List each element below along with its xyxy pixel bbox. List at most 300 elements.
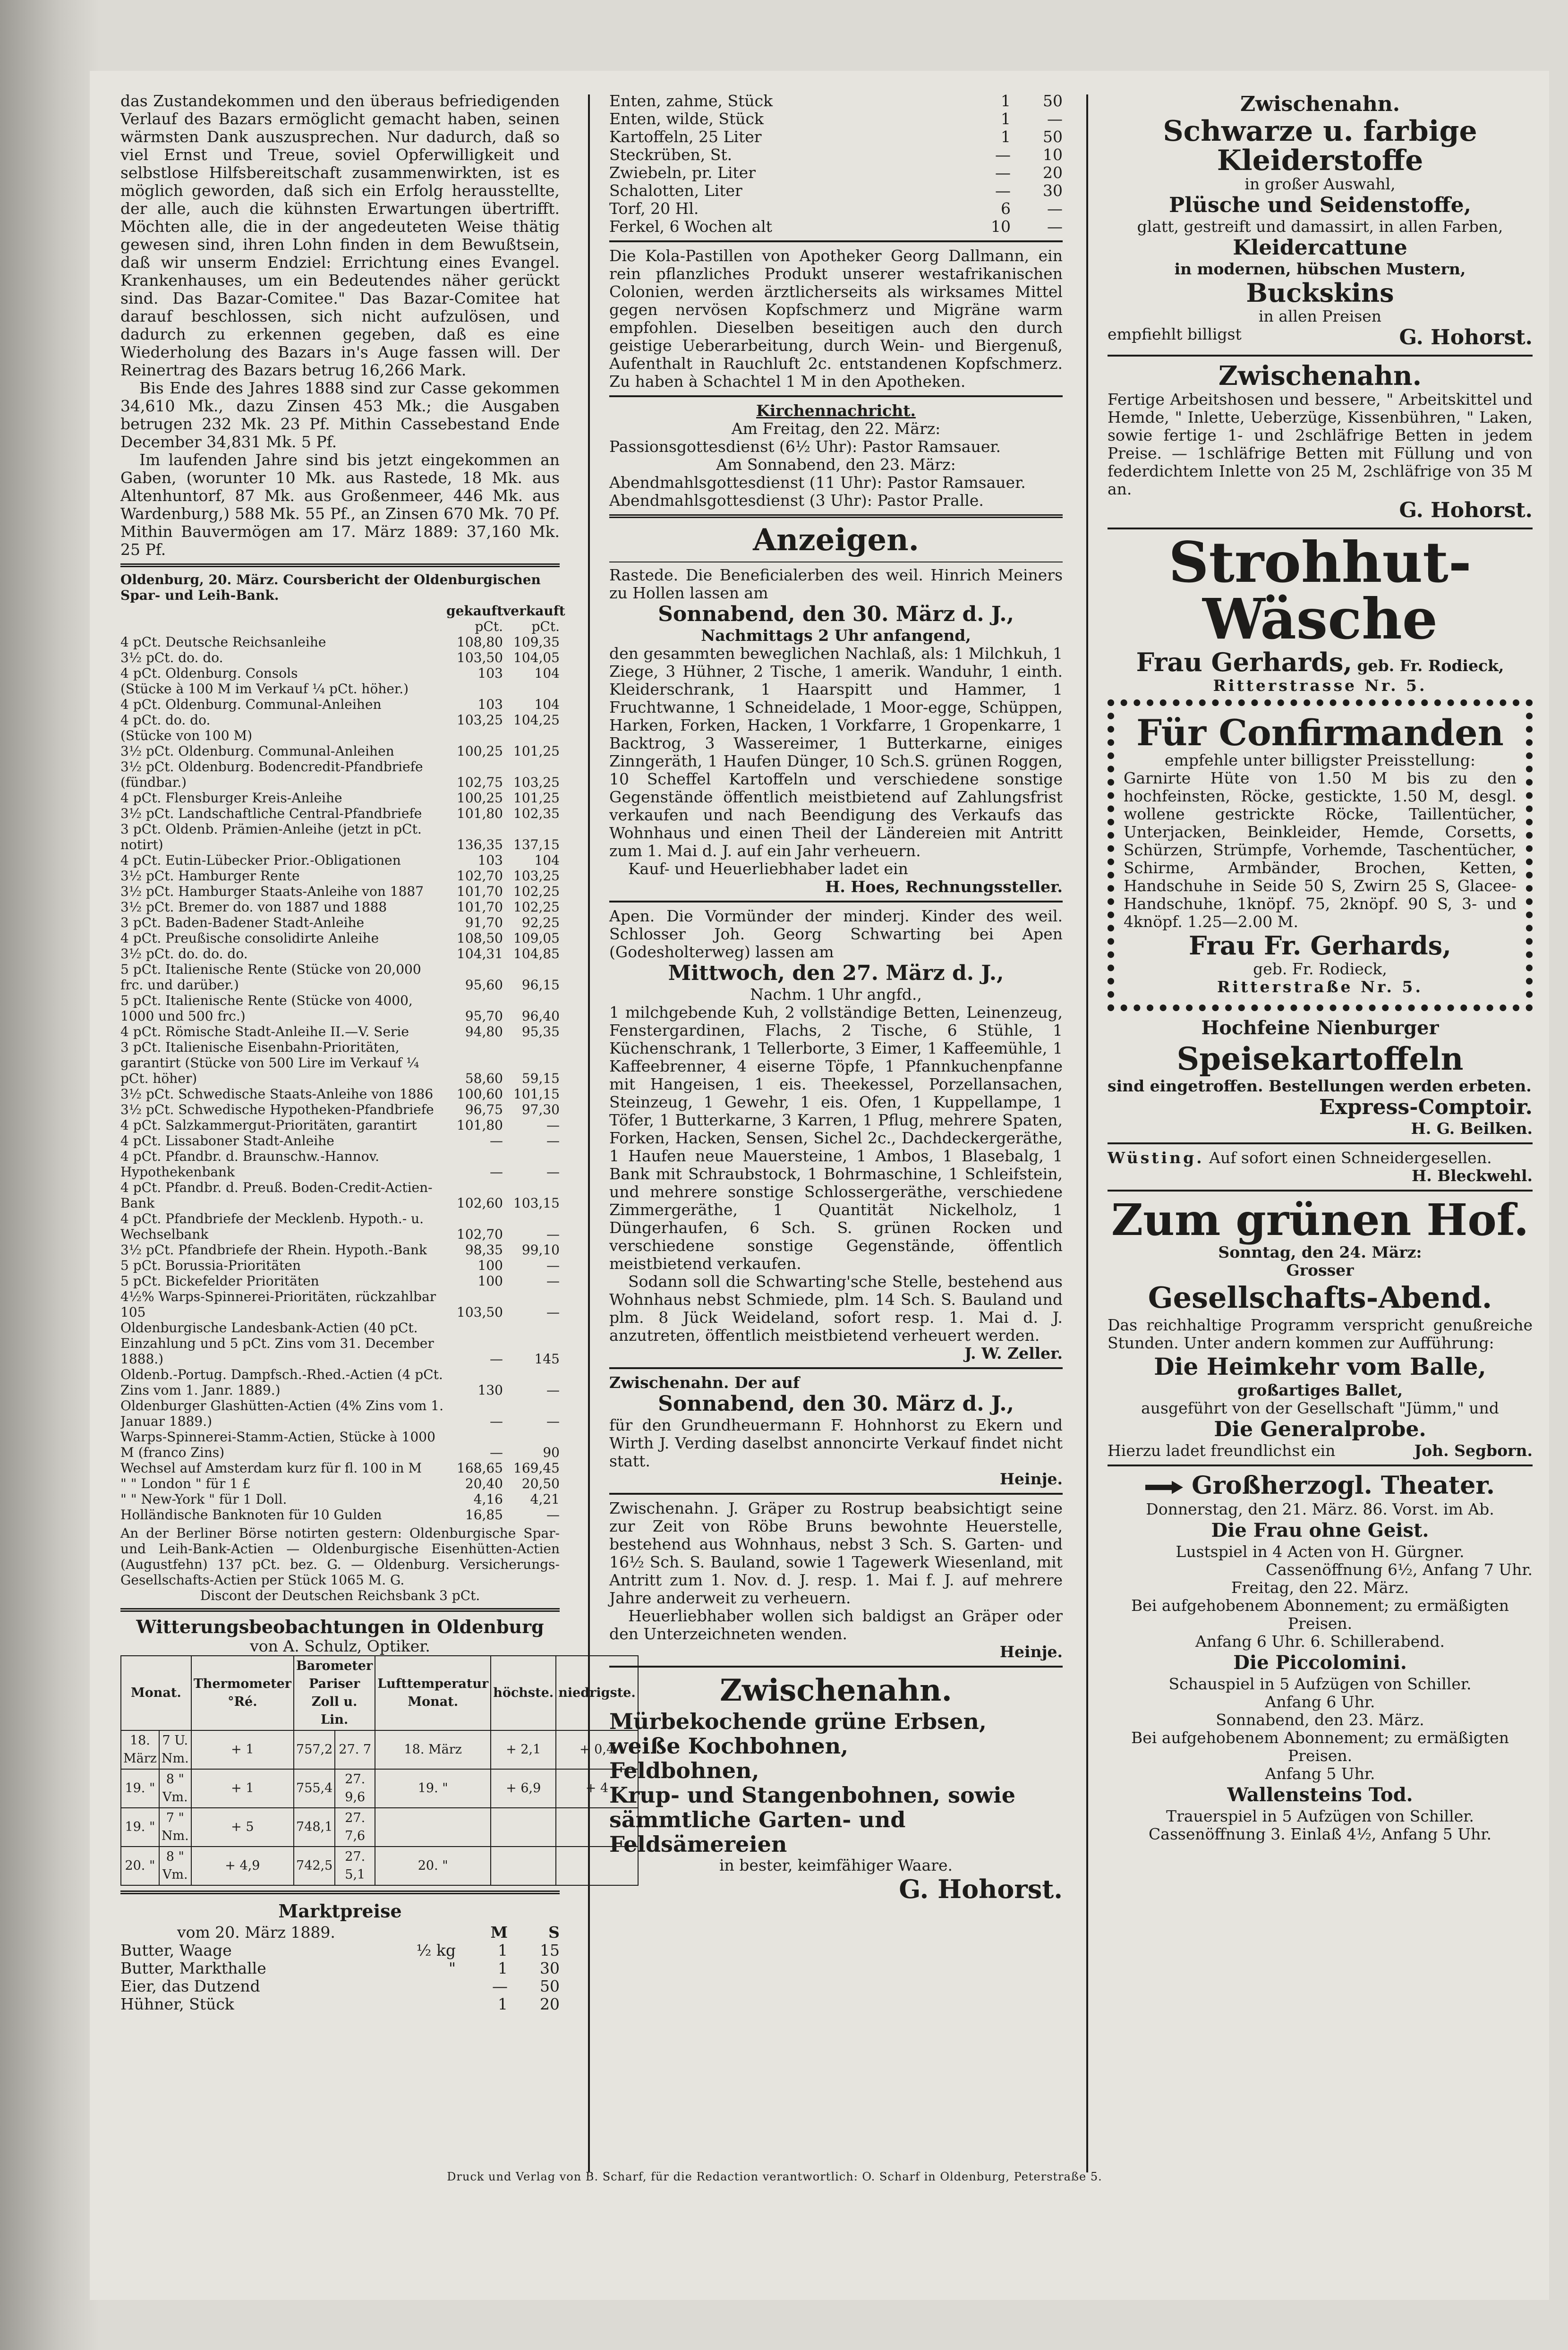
inn-ad-line: Grosser xyxy=(1286,1261,1354,1279)
auction-apen-date: Mittwoch, den 27. März d. J., xyxy=(668,961,1004,985)
potato-ad-title: Speisekartoffeln xyxy=(1176,1040,1464,1077)
weather-row xyxy=(121,1847,638,1885)
market-row-value: 10 xyxy=(991,217,1011,236)
potato-ad-text: sind eingetroffen. Bestellungen werden erbeten. xyxy=(1108,1077,1532,1095)
exchange-sold: — xyxy=(546,1273,560,1289)
exchange-row xyxy=(120,899,560,915)
exchange-sold: 104 xyxy=(534,665,560,681)
divider xyxy=(609,1493,1063,1495)
theatre-line: Trauerspiel in 5 Aufzügen von Schiller. xyxy=(1166,1807,1474,1825)
exchange-sold: 109,05 xyxy=(513,930,560,946)
market-row xyxy=(609,128,1063,146)
exchange-sold: — xyxy=(546,1258,560,1273)
exchange-row xyxy=(120,1476,560,1491)
exchange-security: 4 pCt. Lissaboner Stadt-Anleihe xyxy=(120,1133,334,1149)
exchange-security: 4 pCt. Pfandbr. d. Preuß. Boden-Credit-Actien-Bank xyxy=(120,1180,433,1211)
market-row-label: Butter, Waage xyxy=(120,1941,232,1959)
weather-cell: 18. März xyxy=(121,1730,159,1769)
inn-ad-piece: Die Heimkehr vom Balle, xyxy=(1154,1353,1486,1380)
exchange-sold: — xyxy=(546,1304,560,1320)
exchange-bought: 101,70 xyxy=(457,899,503,915)
exchange-security: 4 pCt. Salzkammergut-Prioritäten, garantirt xyxy=(120,1117,417,1133)
exchange-header xyxy=(120,572,560,603)
exchange-bought: 100 xyxy=(477,1273,503,1289)
seeds-ad-lines xyxy=(609,1709,1063,1856)
exchange-bought: 101,80 xyxy=(457,1117,503,1133)
confirmation-ad xyxy=(1108,699,1533,1011)
auction-apen-time: Nachm. 1 Uhr angfd., xyxy=(750,985,922,1004)
church-line: Am Sonnabend, den 23. März: xyxy=(716,455,956,474)
market-row-label: Zwiebeln, pr. Liter xyxy=(609,164,756,182)
theatre-line: Bei aufgehobenem Abonnement; zu ermäßigten Preisen. xyxy=(1131,1728,1509,1765)
hat-laundry-maiden-name: geb. Fr. Rodieck, xyxy=(1357,656,1504,675)
exchange-bought: — xyxy=(490,1413,503,1429)
exchange-row xyxy=(120,1102,560,1117)
exchange-sold: 4,21 xyxy=(530,1491,560,1507)
inn-ad-date: Sonntag, den 24. März: xyxy=(1218,1243,1422,1261)
exchange-row xyxy=(120,743,560,759)
auction-apen-lead: Apen. Die Vormünder der minderj. Kinder des weil. Schlosser Joh. Georg Schwarting bei Apen (Godesholterweg) lassen am xyxy=(609,907,1063,961)
fabric-ad-line: Buckskins xyxy=(1246,278,1394,308)
fabric-ad-line: empfiehlt billigst xyxy=(1108,325,1242,343)
weather-row xyxy=(121,1730,638,1769)
exchange-row xyxy=(120,1273,560,1289)
market-row-value: 30 xyxy=(540,1959,560,1977)
exchange-sold: 96,15 xyxy=(521,977,560,993)
exchange-bought: 103,25 xyxy=(457,712,503,728)
exchange-security: 5 pCt. Italienische Rente (Stücke von 4000, 1000 und 500 frc.) xyxy=(120,993,413,1024)
weather-cell: + 4 xyxy=(556,1769,638,1808)
exchange-sold: 103,15 xyxy=(513,1195,560,1211)
exchange-row xyxy=(120,1133,560,1149)
exchange-bought: 101,80 xyxy=(457,806,503,821)
exchange-row xyxy=(120,665,560,681)
market-row xyxy=(609,218,1063,236)
weather-cell: 757,2 xyxy=(294,1730,335,1769)
weather-cell: + 0,4 xyxy=(556,1730,638,1769)
market-row-value: 50 xyxy=(1043,128,1063,146)
unit-sold: pCt. xyxy=(531,619,560,634)
market-row-value: 6 xyxy=(1001,199,1011,218)
exchange-title: Oldenburg, 20. März. Coursbericht der Oldenburgischen Spar- und Leih-Bank. xyxy=(120,572,541,603)
inn-ad-signature: Joh. Segborn. xyxy=(1414,1441,1533,1460)
exchange-bought: — xyxy=(490,1133,503,1149)
exchange-bought: 91,70 xyxy=(465,915,503,930)
weather-head: Lufttemperatur Monat. xyxy=(375,1656,491,1730)
market-row-label: Enten, zahme, Stück xyxy=(609,92,773,110)
exchange-rates xyxy=(120,572,565,1603)
cancel-notice-lead: Zwischenahn. Der auf xyxy=(609,1373,800,1392)
exchange-bought: — xyxy=(490,1445,503,1460)
exchange-sold: — xyxy=(546,1382,560,1398)
confirmation-ad-line: empfehle unter billigster Preisstellung: xyxy=(1164,751,1476,769)
exchange-row xyxy=(120,1024,560,1039)
exchange-bought: — xyxy=(490,1351,503,1367)
inn-ad-title: Zum grünen Hof. xyxy=(1111,1194,1529,1245)
weather-title: Witterungsbeobachtungen in Oldenburg xyxy=(136,1616,544,1637)
exchange-row xyxy=(120,712,560,728)
market-row-value: 20 xyxy=(540,1995,560,2013)
exchange-row xyxy=(120,650,560,665)
theatre-line: Freitag, den 22. März. xyxy=(1231,1578,1409,1597)
market-row xyxy=(609,110,1063,128)
col-bought: gekauft xyxy=(446,603,503,619)
market-row-value: 30 xyxy=(1043,181,1063,200)
column-3 xyxy=(1108,92,1533,1843)
exchange-bought: 103 xyxy=(477,852,503,868)
unit-bought: pCt. xyxy=(475,619,503,634)
weather-cell: 20. " xyxy=(375,1847,491,1885)
lease-notice-body: Zwischenahn. J. Gräper zu Rostrup beabsichtigt seine zur Zeit von Röbe Bruns bewohnte Heuerstelle, bestehend aus Wohnhaus, nebst 3 Sch. S. Garten- und 16½ Sch. S. Bauland, sowie 1 Tagewerk Wiesenland, mit Antritt zum 1. Nov. d. J. resp. 1. Mai f. J. auf mehrere Jahre anderweit zu verheuern. xyxy=(609,1499,1063,1607)
divider xyxy=(609,240,1063,242)
divider xyxy=(120,1608,560,1612)
market-row-label: Torf, 20 Hl. xyxy=(609,200,699,218)
theatre-line: Bei aufgehobenem Abonnement; zu ermäßigten Preisen. xyxy=(1131,1596,1509,1633)
market-row xyxy=(609,182,1063,200)
market-row-label: Steckrüben, St. xyxy=(609,146,733,164)
weather-head: höchste. xyxy=(491,1656,556,1730)
market-row-value: 1 xyxy=(498,1959,508,1977)
exchange-security: 4 pCt. Oldenburg. Communal-Anleihen xyxy=(120,697,382,712)
market-row-value: — xyxy=(995,181,1011,200)
exchange-bought: 103 xyxy=(477,697,503,712)
unit-pfennig: S xyxy=(548,1923,560,1941)
exchange-row xyxy=(120,1149,560,1180)
exchange-bought: 102,70 xyxy=(457,1226,503,1242)
clothes-ad-signature: G. Hohorst. xyxy=(1399,498,1533,522)
market-row xyxy=(609,146,1063,164)
exchange-sold: 104,05 xyxy=(513,650,560,665)
exchange-row xyxy=(120,697,560,712)
weather-head: niedrigste. xyxy=(556,1656,638,1730)
weather-head: Barometer Pariser Zoll u. Lin. xyxy=(294,1656,375,1730)
exchange-sold: 92,25 xyxy=(521,915,560,930)
exchange-security: 5 pCt. Bickefelder Prioritäten xyxy=(120,1273,319,1289)
weather-row xyxy=(121,1769,638,1808)
market-row-value: 1 xyxy=(1001,128,1011,146)
inn-ad-line: ausgeführt von der Gesellschaft "Jümm," und xyxy=(1141,1399,1499,1417)
market-row-label: Eier, das Dutzend xyxy=(120,1977,260,1995)
donations-report: Im laufenden Jahre sind bis jetzt eingekommen an Gaben, (worunter 10 Mk. aus Rastede, 18 Mk. aus Altenhuntorf, 87 Mk. aus Großenmeer, 446 Mk. aus Wardenburg,) 588 Mk. 55 Pf., an Zinsen 670 Mk. 70 Pf. Mithin Bauvermögen am 17. März 1889: 37,160 Mk. 25 Pf. xyxy=(120,451,560,559)
seeds-line: sämmtliche Garten- und Feldsämereien xyxy=(609,1807,906,1857)
exchange-sold: — xyxy=(546,1133,560,1149)
divider xyxy=(609,1367,1063,1369)
theatre-play-title: Die Piccolomini. xyxy=(1233,1652,1407,1674)
weather-cell: + 6,9 xyxy=(491,1769,556,1808)
seeds-line: Mürbekochende grüne Erbsen, xyxy=(609,1709,987,1734)
theatre-line: Donnerstag, den 21. März. 86. Vorst. im Ab. xyxy=(1146,1500,1494,1518)
church-title: Kirchennachricht. xyxy=(756,401,916,420)
exchange-bought: 20,40 xyxy=(465,1476,503,1491)
market-row xyxy=(609,164,1063,182)
exchange-bought: 103 xyxy=(477,665,503,681)
exchange-security: Wechsel auf Amsterdam kurz für fl. 100 in M xyxy=(120,1460,422,1476)
exchange-sold: 59,15 xyxy=(521,1071,560,1086)
exchange-security: 3½ pCt. Bremer do. von 1887 und 1888 xyxy=(120,899,387,915)
exchange-security: 3 pCt. Baden-Badener Stadt-Anleihe xyxy=(120,915,365,930)
market-title: Marktpreise xyxy=(278,1900,402,1922)
exchange-row xyxy=(120,852,560,868)
cancel-notice-signature: Heinje. xyxy=(999,1470,1063,1488)
exchange-sold: 20,50 xyxy=(521,1476,560,1491)
cancel-notice-body: für den Grundheuermann F. Hohnhorst zu Ekern und Wirth J. Verding daselbst annoncirte Verkauf findet nicht statt. xyxy=(609,1416,1063,1470)
church-notices xyxy=(609,420,1063,510)
exchange-security: Holländische Banknoten für 10 Gulden xyxy=(120,1507,382,1523)
divider xyxy=(1108,1142,1533,1144)
exchange-sold: — xyxy=(546,1507,560,1523)
exchange-bought: 102,60 xyxy=(457,1195,503,1211)
inn-ad-body: Das reichhaltige Programm verspricht genußreiche Stunden. Unter andern kommen zur Aufführung: xyxy=(1108,1316,1533,1352)
market-row xyxy=(120,1941,560,1959)
exchange-row xyxy=(120,946,560,962)
exchange-bought: 130 xyxy=(477,1382,503,1398)
exchange-row xyxy=(120,1367,560,1398)
divider xyxy=(120,1890,560,1894)
exchange-bought: 95,60 xyxy=(465,977,503,993)
fabric-ad-town: Zwischenahn. xyxy=(1240,92,1400,116)
exchange-security: (Stücke von 100 M) xyxy=(120,728,253,743)
tailor-ad-town: Wüsting. xyxy=(1108,1149,1204,1167)
weather-cell: 8 " Vm. xyxy=(159,1847,191,1885)
theatre-line: Anfang 6 Uhr. 6. Schillerabend. xyxy=(1195,1632,1445,1651)
exchange-bought: 103,50 xyxy=(457,1304,503,1320)
confirmation-ad-address: Ritterstraße Nr. 5. xyxy=(1217,978,1423,996)
exchange-security: Oldenburgische Landesbank-Actien (40 pCt. Einzahlung und 5 pCt. Zins vom 31. December 1888.) xyxy=(120,1320,434,1367)
exchange-row xyxy=(120,1429,560,1460)
tailor-ad xyxy=(1108,1149,1533,1185)
confirmation-ad-maiden-name: geb. Fr. Rodieck, xyxy=(1253,960,1387,978)
exchange-row xyxy=(120,1320,560,1367)
cancel-notice-date: Sonnabend, den 30. März d. J., xyxy=(658,1392,1014,1416)
exchange-security: 3½ pCt. do. do. do. xyxy=(120,946,248,962)
market-row xyxy=(120,1959,560,1977)
col-sold: verkauft xyxy=(503,603,565,619)
potato-ad-signature: Express-Comptoir. xyxy=(1319,1095,1533,1119)
inn-ad-event: Gesellschafts-Abend. xyxy=(1148,1280,1492,1315)
market-row-value: — xyxy=(1047,110,1063,128)
column-2 xyxy=(609,92,1063,1904)
weather-cell: 27. 5,1 xyxy=(335,1847,375,1885)
theatre-line: Cassenöffnung 3. Einlaß 4½, Anfang 5 Uhr. xyxy=(1149,1825,1491,1843)
exchange-security: 4 pCt. Oldenburg. Consols xyxy=(120,665,298,681)
hat-laundry-name: Frau Gerhards, xyxy=(1136,647,1353,677)
seeds-ad-note: in bester, keimfähiger Waare. xyxy=(719,1856,953,1874)
column-divider xyxy=(1086,94,1088,2172)
exchange-sold: 102,25 xyxy=(513,899,560,915)
bazar-report: das Zustandekommen und den überaus befriedigenden Verlauf des Bazars ermöglicht gemacht haben, seinen wärmsten Dank auszusprechen. Nur dadurch, daß so viel Ernst und Treue, soviel Opferwilligkeit und selbstlose Hilfsbereitschaft zusammenwirkten, ist es möglich geworden, daß sich ein Erfolg herausstellte, der alle, auch die kühnsten Erwartungen übertrifft. Möchten alle, die in der angedeuteten Weise thätig gewesen sind, ihren Lohn finden in dem Bewußtsein, daß wir unserm Endziel: Errichtung eines Evangel. Krankenhauses, um ein Bedeutendes näher gerückt sind. Das Bazar-Comitee." Das Bazar-Comitee hat darauf beschlossen, sich nicht aufzulösen, und dadurch zu erkennen gegeben, daß es eine Wiederholung des Bazars in's Auge fassen will. Der Reinertrag des Bazars betrug 16,266 Mark. xyxy=(120,92,560,379)
market-row-label: Butter, Markthalle xyxy=(120,1959,266,1977)
fabric-ad-line: Kleidercattune xyxy=(1233,236,1407,260)
exchange-sold: 109,35 xyxy=(513,634,560,650)
exchange-sold: — xyxy=(546,1164,560,1180)
exchange-row xyxy=(120,1242,560,1258)
exchange-sold: 99,10 xyxy=(521,1242,560,1258)
exchange-security: 3½ pCt. Landschaftliche Central-Pfandbriefe xyxy=(120,806,422,821)
inn-ad-line: Die Generalprobe. xyxy=(1214,1417,1426,1441)
weather-cell: 18. März xyxy=(375,1730,491,1769)
weather-cell: + 1 xyxy=(191,1730,294,1769)
newspaper-page xyxy=(90,71,1549,2300)
exchange-sold: 145 xyxy=(534,1351,560,1367)
weather-cell xyxy=(375,1808,491,1847)
exchange-security: 4 pCt. Pfandbr. d. Braunschw.-Hannov. Hypothekenbank xyxy=(120,1149,379,1180)
exchange-bought: 100,60 xyxy=(457,1086,503,1102)
exchange-row xyxy=(120,806,560,821)
weather-cell: 27. 7,6 xyxy=(335,1808,375,1847)
exchange-row xyxy=(120,1211,560,1242)
auction-rastede-body: den gesammten beweglichen Nachlaß, als: 1 Milchkuh, 1 Ziege, 3 Hühner, 2 Tische, 1 amerik. Wanduhr, 1 einth. Kleiderschrank, 1 Haarspitt und Hammer, 1 Fruchtwanne, 1 Schneidelade, 1 Moor-egge, Schüppen, Harken, Forken, Hacken, 1 Vorkfarre, 1 Gropenkarre, 1 Backtrog, 3 Wassereimer, 1 Butterkarne, einiges Zinngeräth, 1 Haufen Dünger, 10 Sch.S. grünen Roggen, 10 Scheffel Kartoffeln und verschiedene sonstige Gegenstände öffentlich meistbietend auf Zahlungsfrist verkaufen und nach Beendigung des Verkaufs das Wohnhaus und einen Theil der Ländereien mit Antritt zum 1. Mai d. J. auf ein Jahr verheuern. xyxy=(609,644,1063,860)
fabric-ad-line: glatt, gestreift und damassirt, in allen Farben, xyxy=(1137,217,1503,236)
exchange-row xyxy=(120,759,560,790)
reichsbank-discount: Discont der Deutschen Reichsbank 3 pCt. xyxy=(200,1588,480,1603)
exchange-security: 4 pCt. do. do. xyxy=(120,712,211,728)
exchange-security: 4 pCt. Flensburger Kreis-Anleihe xyxy=(120,790,342,806)
exchange-security: 3½ pCt. do. do. xyxy=(120,650,223,665)
theatre-title: Großherzogl. Theater. xyxy=(1192,1471,1495,1500)
exchange-row xyxy=(120,1507,560,1523)
page-binding-shadow xyxy=(0,0,99,2350)
exchange-bought: 95,70 xyxy=(465,1008,503,1024)
cash-report: Bis Ende des Jahres 1888 sind zur Casse gekommen 34,610 Mk., dazu Zinsen 453 Mk.; die Ausgaben betrugen 232 Mk. 23 Pf. Mithin Cassebestand Ende December 34,831 Mk. 5 Pf. xyxy=(120,379,560,451)
fabric-ad-line: in großer Auswahl, xyxy=(1244,175,1396,193)
weather-cell: 27. 7 xyxy=(335,1730,375,1769)
exchange-sold: 103,25 xyxy=(513,775,560,790)
seeds-line: weiße Kochbohnen, xyxy=(609,1733,849,1759)
auction-apen-body: 1 milchgebende Kuh, 2 vollständige Betten, Leinenzeug, Fenstergardinen, Flachs, 2 Tische, 6 Stühle, 1 Küchenschrank, 1 Tellerborte, 3 Eimer, 1 Kaffeemühle, 1 Kaffeebrenner, 4 eiserne Töpfe, 1 Pfannkuchenpfanne mit Hangeisen, 1 eis. Theekessel, Porzellansachen, Steinzeug, 1 Gewehr, 1 eis. Ofen, 1 Kuppellampe, 1 Töfer, 1 Butterkarne, 3 Karren, 1 Pflug, mehrere Spaten, Forken, Hacken, Sensen, Sichel 2c., Dachdeckergeräthe, 1 Haufen neue Mauersteine, 1 Ambos, 1 Blasebalg, 1 Bank mit Schraubstock, 1 Bohrmaschine, 1 Schleifstein, und mehrere sonstige Schlossergeräthe, verschiedene Zimmergeräthe, 1 Quantität Nickelholz, 1 Düngerhaufen, 6 Sch. S. grünen Rocken und verschiedene sonstige Gegenstände, öffentlich meistbietend verkaufen. xyxy=(609,1003,1063,1273)
exchange-security: 4½% Warps-Spinnerei-Prioritäten, rückzahlbar 105 xyxy=(120,1289,436,1320)
weather-cell xyxy=(491,1847,556,1885)
exchange-sold: 101,25 xyxy=(513,743,560,759)
market-row-value: 1 xyxy=(498,1941,508,1959)
fabric-ad-title: Schwarze u. farbige Kleiderstoffe xyxy=(1163,115,1477,177)
theatre-line: Schauspiel in 5 Aufzügen von Schiller. xyxy=(1168,1675,1472,1693)
exchange-bought: — xyxy=(490,1164,503,1180)
weather-cell: 7 U. Nm. xyxy=(159,1730,191,1769)
exchange-sold: 101,15 xyxy=(513,1086,560,1102)
divider xyxy=(1108,355,1533,357)
divider xyxy=(1108,1464,1533,1466)
market-row-value: — xyxy=(995,163,1011,182)
exchange-bought: 100,25 xyxy=(457,790,503,806)
exchange-security: 4 pCt. Römische Stadt-Anleihe II.—V. Serie xyxy=(120,1024,409,1039)
exchange-row xyxy=(120,1491,560,1507)
exchange-bought: 104,31 xyxy=(457,946,503,962)
weather-subtitle: von A. Schulz, Optiker. xyxy=(250,1637,430,1655)
exchange-row xyxy=(120,790,560,806)
weather-row xyxy=(121,1808,638,1847)
exchange-row xyxy=(120,634,560,650)
exchange-sold: 137,15 xyxy=(513,837,560,852)
hat-laundry-title: Strohhut-Wäsche xyxy=(1168,529,1472,652)
exchange-security: 5 pCt. Italienische Rente (Stücke von 20,000 frc. und darüber.) xyxy=(120,962,421,993)
exchange-security: 3½ pCt. Schwedische Staats-Anleihe von 1886 xyxy=(120,1086,434,1102)
exchange-units xyxy=(120,619,560,634)
exchange-row xyxy=(120,1117,560,1133)
exchange-row xyxy=(120,993,560,1024)
exchange-security: Oldenb.-Portug. Dampfsch.-Rhed.-Actien (4 pCt. Zins vom 1. Janr. 1889.) xyxy=(120,1367,443,1398)
exchange-bought: 108,50 xyxy=(457,930,503,946)
exchange-security: Oldenburger Glashütten-Actien (4% Zins vom 1. Januar 1889.) xyxy=(120,1398,443,1429)
weather-cell: 748,1 xyxy=(294,1808,335,1847)
market-row-label: Enten, wilde, Stück xyxy=(609,110,764,128)
market-row-value: 15 xyxy=(540,1941,560,1959)
market-row-value: 50 xyxy=(1043,92,1063,110)
tailor-ad-signature: H. Bleckwehl. xyxy=(1412,1166,1533,1185)
potato-ad-subsignature: H. G. Beilken. xyxy=(1411,1119,1533,1138)
exchange-bought: 98,35 xyxy=(465,1242,503,1258)
market-date: vom 20. März 1889. xyxy=(177,1924,335,1941)
market-row xyxy=(609,200,1063,218)
divider xyxy=(609,514,1063,518)
clothes-ad-body: Fertige Arbeitshosen und bessere, " Arbeitskittel und Hemde, " Inlette, Ueberzüge, Kissenbühren, " Laken, sowie fertige 1- und 2schläfrige Betten in jedem Preise. — 1schläfrige Betten mit Füllung und von federdichtem Inlette von 25 M, 2schläfrige von 35 M an. xyxy=(1108,390,1533,498)
exchange-bought: 102,70 xyxy=(457,868,503,884)
auction-apen-body-2: Sodann soll die Schwarting'sche Stelle, bestehend aus Wohnhaus nebst Schmiede, plm. 14 Sch. S. Bauland und plm. 8 Jück Weideland, sofort resp. 1. Mai d. J. anzutreten, öffentlich meistbietend verheuert werden. xyxy=(609,1272,1063,1345)
market-head xyxy=(120,1924,560,1941)
auction-rastede-date: Sonnabend, den 30. März d. J., xyxy=(658,602,1014,626)
exchange-bought: 100 xyxy=(477,1258,503,1273)
weather-cell: 7 " Nm. xyxy=(159,1808,191,1847)
exchange-bought: 103,50 xyxy=(457,650,503,665)
seeds-ad-signature: G. Hohorst. xyxy=(899,1874,1063,1904)
theatre-play-title: Die Frau ohne Geist. xyxy=(1211,1519,1429,1541)
inn-ad-line: großartiges Ballet, xyxy=(1237,1381,1403,1399)
fabric-ad-footer xyxy=(1108,325,1533,350)
exchange-row xyxy=(120,884,560,899)
weather-cell: + 4,9 xyxy=(191,1847,294,1885)
market-row-value: 1 xyxy=(498,1995,508,2013)
weather-cell: 19. " xyxy=(121,1769,159,1808)
weather-head: Thermometer °Ré. xyxy=(191,1656,294,1730)
exchange-security: 3½ pCt. Oldenburg. Communal-Anleihen xyxy=(120,743,394,759)
exchange-bought: 136,35 xyxy=(457,837,503,852)
exchange-rows xyxy=(120,634,560,1523)
church-line: Abendmahlsgottesdienst (3 Uhr): Pastor Pralle. xyxy=(609,491,984,510)
exchange-security: 3½ pCt. Hamburger Rente xyxy=(120,868,300,884)
fabric-ad-line: in allen Preisen xyxy=(1258,307,1382,325)
exchange-row xyxy=(120,1039,560,1086)
divider xyxy=(609,901,1063,903)
exchange-sold: 90 xyxy=(543,1445,560,1460)
seeds-line: Krup- und Stangenbohnen, sowie xyxy=(609,1782,1015,1808)
market-row-value: — xyxy=(1047,217,1063,236)
exchange-sold: 103,25 xyxy=(513,868,560,884)
exchange-security: 3 pCt. Oldenb. Prämien-Anleihe (jetzt in pCt. notirt) xyxy=(120,821,422,852)
theatre-program xyxy=(1108,1500,1533,1843)
weather-cell: 755,4 xyxy=(294,1769,335,1808)
market-row-label: Ferkel, 6 Wochen alt xyxy=(609,218,772,236)
pointing-hand-icon xyxy=(1145,1481,1183,1494)
weather-cell: 8 " Vm. xyxy=(159,1769,191,1808)
market-row-value: 20 xyxy=(1043,163,1063,182)
exchange-security: 3½ pCt. Pfandbriefe der Rhein. Hypoth.-Bank xyxy=(120,1242,427,1258)
exchange-row xyxy=(120,1398,560,1429)
exchange-sold: — xyxy=(546,1117,560,1133)
exchange-security: Warps-Spinnerei-Stamm-Actien, Stücke à 1000 M (franco Zins) xyxy=(120,1429,435,1460)
weather-cell: + 1 xyxy=(191,1769,294,1808)
exchange-sold: 104,85 xyxy=(513,946,560,962)
column-1 xyxy=(120,92,636,2013)
church-line: Abendmahlsgottesdienst (11 Uhr): Pastor Ramsauer. xyxy=(609,473,1026,492)
exchange-security: 3 pCt. Italienische Eisenbahn-Prioritäten, garantirt (Stücke von 500 Lire im Verkauf ¼ pCt. höher) xyxy=(120,1039,419,1086)
exchange-row xyxy=(120,930,560,946)
exchange-sold: 101,25 xyxy=(513,790,560,806)
auction-apen-signature: J. W. Zeller. xyxy=(964,1344,1063,1362)
weather-cell: 27. 9,6 xyxy=(335,1769,375,1808)
imprint: Druck und Verlag von B. Scharf, für die Redaction verantwortlich: O. Scharf in Oldenburg, Peterstraße 5. xyxy=(447,2170,1102,2183)
exchange-security: (Stücke à 100 M im Verkauf ¼ pCt. höher.) xyxy=(120,681,409,697)
confirmation-ad-body: Garnirte Hüte von 1.50 M bis zu den hochfeinsten, Röcke, gestickte, 1.50 M, desgl. wollene gestrickte Röcke, Taillentücher, Unterjacken, Beinkleider, Hemde, Corsetts, Schürzen, Strümpfe, Vorhemde, Taschentücher, Schirme, Armbänder, Brochen, Ketten, Handschuhe in Seide 50 S, Zwirn 25 S, Glacee-Handschuhe, 1knöpf. 75, 2knöpf. 90 S, 3- und 4knöpf. 1.25—2.00 M. xyxy=(1124,769,1517,931)
exchange-row xyxy=(120,1180,560,1211)
